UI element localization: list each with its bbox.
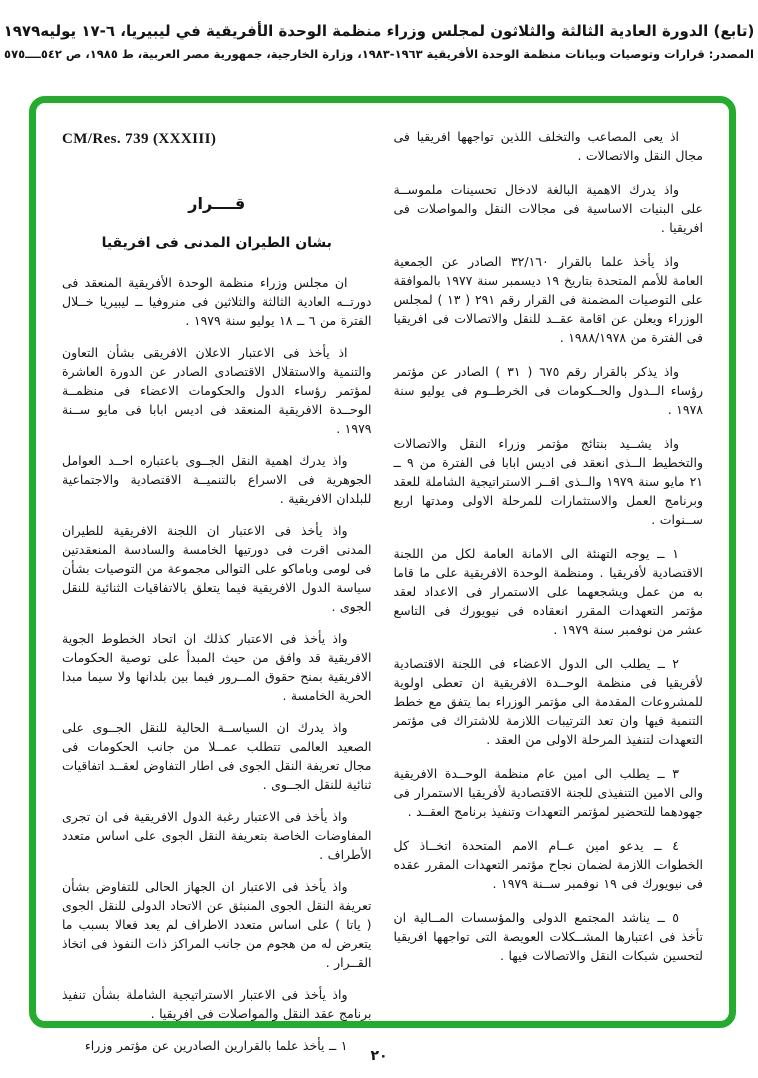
resolution-paragraph: ١ ــ يأخذ علما بالقرارين الصادرين عن مؤتمر وزراء [84, 1038, 348, 1053]
resolution-paragraph: اذ يأخذ فى الاعتبار الاعلان الافريقى بشأن التعاون والتنمية والاستقلال الاقتصادى الصادر عن الدورة العاشرة لمؤتمر رؤساء الدول والحكومات الاعضاء فى منظمــة الوحــدة الافريقية المنعقد فى اديس ابابا فى مايو ســنة ١٩٧٩ . [62, 345, 372, 436]
resolution-body [62, 273, 372, 1055]
header-source-line: المصدر: قرارات وتوصيات وبيانات منظمة الوحدة الأفريقية ١٩٦٣-١٩٨٣، وزارة الخارجية، جمهورية مصر العربية، ط ١٩٨٥، ص ٥٤٢ــــ٥٧٥ [4, 47, 754, 61]
resolution-paragraph: واذ يأخذ علما بالقرار ٣٢/١٦٠ الصادر عن الجمعية العامة للأمم المتحدة بتاريخ ١٩ ديسمبر سنة ١٩٧٧ بالموافقة على التوصيات المضمنة فى القرار رقم ٢٩١ ( ١٣ ) لمجلس الوزراء ويعلن عن اقامة عقــد للنقل والاتصالات فى افريقيا فى الفترة من ١٩٨٨/١٩٧٨ . [393, 254, 704, 345]
resolution-paragraph: اذ يعى المصاعب والتخلف اللذين تواجهها افريقيا فى مجال النقل والاتصالات . [393, 129, 703, 163]
resolution-paragraph: ٥ ــ يناشد المجتمع الدولى والمؤسسات المــالية ان تأخذ فى اعتبارها المشــكلات العويصة التى تواجهها افريقيا لتحسين شبكات النقل والاتصالات فيها . [393, 910, 703, 963]
resolution-paragraph: واذ يدرك الاهمية البالغة لادخال تحسينات ملموســة على البنيات الاساسية فى مجالات النقل والمواصلات فى افريقيا . [393, 182, 703, 235]
resolution-paragraph: ان مجلس وزراء منظمة الوحدة الأفريقية المنعقد فى دورتــه العادية الثالثة والثلاثين فى منروفيا ــ ليبيريا خــلال الفترة من ٦ ــ ١٨ يوليو سنة ١٩٧٩ . [62, 275, 372, 328]
resolution-paragraph: ٢ ــ يطلب الى الدول الاعضاء فى اللجنة الاقتصادية لأفريقيا فى منظمة الوحــدة الافريقية ان تعطى اولوية للمشروعات المقدمة الى مؤتمر الوزراء بما يتفق مع خطط التنمية فيها وان تعد الترتيبات اللازمة للاشتراك فى مؤتمر التعهدات لتنفيذ المرحلة الاولى من العقد . [393, 656, 703, 747]
resolution-subtitle: بشان الطيران المدنى فى افريقيا [101, 235, 332, 251]
resolution-paragraph: واذ يشــيد بنتائج مؤتمر وزراء النقل والاتصالات والتخطيط الــذى انعقد فى اديس ابابا فى الفترة من ٩ ــ ٢١ مايو سنة ١٩٧٩ والــذى اقــر الاستراتيجية الشاملة للعقد وبرنامج العمل والاستثمارات للمرحلة الاولى ومدتها اربع ســنوات . [393, 436, 703, 527]
resolution-paragraph: واذ يأخذ فى الاعتبار رغبة الدول الافريقية فى ان تجرى المفاوضات الخاصة بتعريفة النقل الجوى على اساس متعدد الأطراف . [62, 809, 372, 862]
two-column-layout [62, 127, 704, 1053]
page-header [0, 22, 758, 61]
header-session-line: (تابع) الدورة العادية الثالثة والثلاثون لمجلس وزراء منظمة الوحدة الأفريقية في ليبيريا، ٦-١٧ يوليه١٩٧٩ [3, 22, 755, 40]
resolution-paragraph: واذ يدرك اهمية النقل الجــوى باعتباره احــد العوامل الجوهرية فى الاسراع بالتنميــة الاقتصادية والاجتماعية للبلدان الافريقية . [62, 453, 372, 506]
green-border-frame [29, 96, 736, 1053]
page-number: ٢٠ [370, 1048, 388, 1064]
resolution-paragraph: واذ يأخذ فى الاعتبار الاستراتيجية الشاملة بشأن تنفيذ برنامج عقد النقل والمواصلات فى افريقيا . [62, 987, 372, 1021]
resolution-paragraph: واذ يذكر بالقرار رقم ٦٧٥ ( ٣١ ) الصادر عن مؤتمر رؤساء الــدول والحــكومات فى الخرطــوم فى يوليو سنة ١٩٧٨ . [393, 364, 703, 417]
continuation-body [394, 127, 704, 965]
resolution-paragraph: ٤ ــ يدعو امين عــام الامم المتحدة اتخــاذ كل الخطوات اللازمة لضمان نجاح مؤتمر التعهدات المقرر عقده فى نيويورك فى ١٩ نوفمبر ســنة ١٩٧٩ . [393, 838, 703, 891]
resolution-paragraph: ٣ ــ يطلب الى امين عام منظمة الوحــدة الافريقية والى الامين التنفيذى للجنة الاقتصادية لأفريقيا الاستمرار فى جهودهما للتحضير لمؤتمر التعهدات وتنفيذ برنامج العقــد . [393, 766, 703, 819]
resolution-reference: CM/Res. 739 (XXXIII) [62, 131, 217, 147]
resolution-title: قــــرار [188, 194, 246, 213]
resolution-paragraph: واذ يدرك ان السياســة الحالية للنقل الجــوى على الصعيد العالمى تتطلب عمــلا من جانب الحكومات فى مجال تعريفة النقل الجوى فى اطار التفاوض لعقــد اتفاقيات ثنائية للنقل الجــوى . [62, 720, 372, 792]
column-resolution-739 [62, 127, 372, 1053]
column-previous-resolution-continuation [394, 127, 704, 1013]
resolution-paragraph: ١ ــ يوجه التهنئة الى الامانة العامة لكل من اللجنة الاقتصادية لأفريقيا . ومنظمة الوحدة الافريقية على ما قاما به من عمل ويشجعهما على الاستمرار فى الاعداد لعقد مؤتمر التعهدات المقرر انعقاده فى نيويورك فى التاسع عشر من نوفمبر سنة ١٩٧٩ . [393, 546, 703, 637]
resolution-paragraph: واذ يأخذ فى الاعتبار كذلك ان اتحاد الخطوط الجوية الافريقية قد وافق من حيث المبدأ على توصية الحكومات الافريقية بمنح حقوق المــرور فيما بين بلدانها ولا سيما مبدا الحرية الخامسة . [62, 631, 372, 703]
resolution-paragraph: واذ يأخذ فى الاعتبار ان الجهاز الحالى للتفاوض بشأن تعريفة النقل الجوى المنبثق عن الاتحاد الدولى للنقل الجوى ( ياتا ) على اساس متعدد الاطراف لم يعد فعالا بسبب ما يتعرض له من هجوم من جانب المراكز ذات النفوذ فى اتخاذ القــرار . [62, 879, 372, 970]
resolution-paragraph: واذ يأخذ فى الاعتبار ان اللجنة الافريقية للطيران المدنى اقرت فى دورتيها الخامسة والسادسة المنعقدتين فى لومى وباماكو على التوالى مجموعة من التوصيات بشأن سياسة الدول الافريقية فيما يتعلق بالاتفاقيات الثنائية للنقل الجوى . [62, 523, 372, 614]
